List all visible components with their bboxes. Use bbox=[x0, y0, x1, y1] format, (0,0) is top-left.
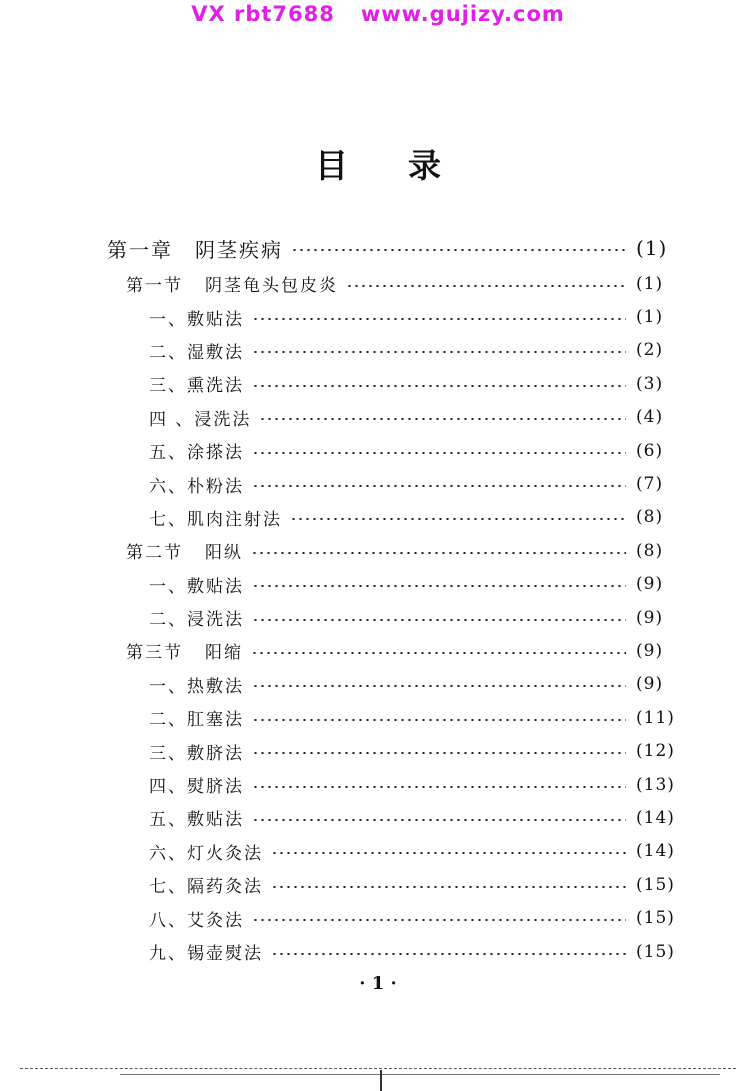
toc-label bbox=[149, 371, 244, 396]
toc-page-number: (9) bbox=[636, 640, 664, 661]
toc-page-number: (1) bbox=[636, 307, 664, 328]
toc-label bbox=[149, 705, 244, 730]
toc-item[interactable] bbox=[0, 901, 756, 934]
toc-page-number: (1) bbox=[636, 273, 664, 294]
toc-page-number: (15) bbox=[636, 874, 675, 895]
toc-title: 四 、浸洗法 bbox=[149, 409, 252, 430]
toc-page-number: (9) bbox=[636, 607, 664, 628]
toc-title: 七、隔药灸法 bbox=[149, 877, 263, 898]
dot-leader bbox=[291, 249, 626, 251]
toc-title: 五、涂搽法 bbox=[149, 443, 244, 464]
toc-label bbox=[149, 505, 282, 530]
toc-label bbox=[149, 872, 263, 897]
toc-label bbox=[107, 234, 283, 263]
toc-chapter[interactable] bbox=[0, 229, 756, 267]
toc-title: 二、浸洗法 bbox=[149, 610, 244, 631]
toc-page-number: (15) bbox=[636, 908, 675, 929]
toc-title: 三、敷脐法 bbox=[149, 743, 244, 764]
toc-item[interactable] bbox=[0, 467, 756, 500]
toc-item[interactable] bbox=[0, 801, 756, 834]
toc-number: 第一章 bbox=[107, 237, 173, 262]
watermark-contact: VX rbt7688 bbox=[191, 2, 335, 26]
dot-leader bbox=[252, 619, 626, 621]
toc-item[interactable] bbox=[0, 334, 756, 367]
toc-label bbox=[149, 672, 244, 697]
dot-leader bbox=[271, 852, 626, 854]
toc-title: 九、锡壶熨法 bbox=[149, 944, 263, 964]
toc-title: 六、灯火灸法 bbox=[149, 843, 263, 864]
toc-section[interactable] bbox=[0, 534, 756, 567]
watermark-url: www.gujizy.com bbox=[360, 2, 565, 26]
toc-page-number: (4) bbox=[636, 407, 664, 428]
toc-section[interactable] bbox=[0, 634, 756, 667]
dot-leader bbox=[252, 485, 626, 487]
toc-label bbox=[149, 739, 244, 764]
binding-mark bbox=[380, 1070, 382, 1091]
watermark bbox=[0, 2, 756, 26]
toc-page-number: (14) bbox=[636, 807, 675, 828]
toc-title: 一、敷贴法 bbox=[149, 309, 244, 330]
toc-label bbox=[149, 305, 244, 330]
toc-section[interactable] bbox=[0, 267, 756, 300]
toc-title: 一、热敷法 bbox=[149, 676, 244, 697]
toc-item[interactable] bbox=[0, 835, 756, 868]
toc-item[interactable] bbox=[0, 401, 756, 434]
page-edge-rule-2 bbox=[120, 1074, 720, 1075]
page-number: · 1 · bbox=[359, 973, 397, 994]
toc-page-number: (15) bbox=[636, 941, 675, 962]
toc-number: 第二节 bbox=[126, 543, 183, 564]
toc-item[interactable] bbox=[0, 868, 756, 901]
toc-page-number: (11) bbox=[636, 707, 675, 728]
dot-leader bbox=[252, 351, 626, 353]
toc-page-number: (2) bbox=[636, 340, 664, 361]
toc-label bbox=[149, 572, 244, 597]
dot-leader bbox=[252, 786, 626, 788]
dot-leader bbox=[252, 719, 626, 721]
toc-label bbox=[149, 805, 244, 830]
dot-leader bbox=[271, 886, 626, 888]
toc-title: 七、肌肉注射法 bbox=[149, 509, 282, 530]
toc-item[interactable] bbox=[0, 768, 756, 801]
toc-title: 二、湿敷法 bbox=[149, 342, 244, 363]
dot-leader bbox=[252, 452, 626, 454]
toc-item[interactable] bbox=[0, 668, 756, 701]
dot-leader bbox=[252, 385, 626, 387]
dot-leader bbox=[251, 552, 626, 554]
toc-title: 阳纵 bbox=[205, 543, 243, 564]
toc-page-number: (9) bbox=[636, 674, 664, 695]
toc-item[interactable] bbox=[0, 701, 756, 734]
toc-page-number: (6) bbox=[636, 440, 664, 461]
toc-item[interactable] bbox=[0, 367, 756, 400]
toc-page-number: (8) bbox=[636, 540, 664, 561]
toc-page-number: (12) bbox=[636, 741, 675, 762]
toc-title: 阴茎龟头包皮炎 bbox=[205, 276, 338, 297]
toc-label bbox=[149, 338, 244, 363]
dot-leader bbox=[252, 318, 626, 320]
toc-label bbox=[149, 839, 263, 864]
toc-page-number: (1) bbox=[636, 236, 668, 260]
dot-leader bbox=[252, 685, 626, 687]
toc-title: 二、肛塞法 bbox=[149, 710, 244, 731]
toc-number: 第三节 bbox=[126, 643, 183, 664]
toc-title: 阳缩 bbox=[205, 643, 243, 664]
page-edge-rule bbox=[20, 1068, 736, 1069]
toc-number: 第一节 bbox=[126, 276, 183, 297]
toc-item[interactable] bbox=[0, 935, 756, 968]
dot-leader bbox=[290, 518, 626, 520]
toc-item[interactable] bbox=[0, 501, 756, 534]
toc-page-number: (8) bbox=[636, 507, 664, 528]
toc-label bbox=[126, 538, 243, 563]
toc-page-number: (9) bbox=[636, 574, 664, 595]
toc-item[interactable] bbox=[0, 601, 756, 634]
toc-title: 四、熨脐法 bbox=[149, 777, 244, 798]
dot-leader bbox=[252, 752, 626, 754]
toc-item[interactable] bbox=[0, 434, 756, 467]
toc-title: 八、艾灸法 bbox=[149, 910, 244, 931]
dot-leader bbox=[252, 919, 626, 921]
page-title: 目录 bbox=[315, 146, 501, 185]
toc-label bbox=[149, 939, 263, 964]
toc-title: 一、敷贴法 bbox=[149, 576, 244, 597]
toc-title: 五、敷贴法 bbox=[149, 810, 244, 831]
toc-item[interactable] bbox=[0, 568, 756, 601]
toc-label bbox=[149, 605, 244, 630]
toc-label bbox=[149, 438, 244, 463]
toc-label bbox=[149, 772, 244, 797]
toc-item[interactable] bbox=[0, 734, 756, 767]
dot-leader bbox=[252, 819, 626, 821]
dot-leader bbox=[271, 953, 626, 955]
toc-page-number: (13) bbox=[636, 774, 675, 795]
toc-title: 三、熏洗法 bbox=[149, 376, 244, 397]
toc-title: 阴茎疾病 bbox=[195, 237, 283, 262]
toc-title: 六、朴粉法 bbox=[149, 476, 244, 497]
toc-item[interactable] bbox=[0, 300, 756, 333]
toc-page-number: (3) bbox=[636, 373, 664, 394]
dot-leader bbox=[346, 285, 626, 287]
dot-leader bbox=[259, 418, 626, 420]
toc-label bbox=[149, 906, 244, 931]
dot-leader bbox=[251, 652, 626, 654]
dot-leader bbox=[252, 585, 626, 587]
toc-label bbox=[149, 405, 251, 430]
toc-label bbox=[126, 638, 243, 663]
table-of-contents bbox=[0, 229, 756, 968]
toc-page-number: (14) bbox=[636, 841, 675, 862]
toc-label bbox=[149, 472, 244, 497]
toc-label bbox=[126, 271, 338, 296]
toc-page-number: (7) bbox=[636, 474, 664, 495]
